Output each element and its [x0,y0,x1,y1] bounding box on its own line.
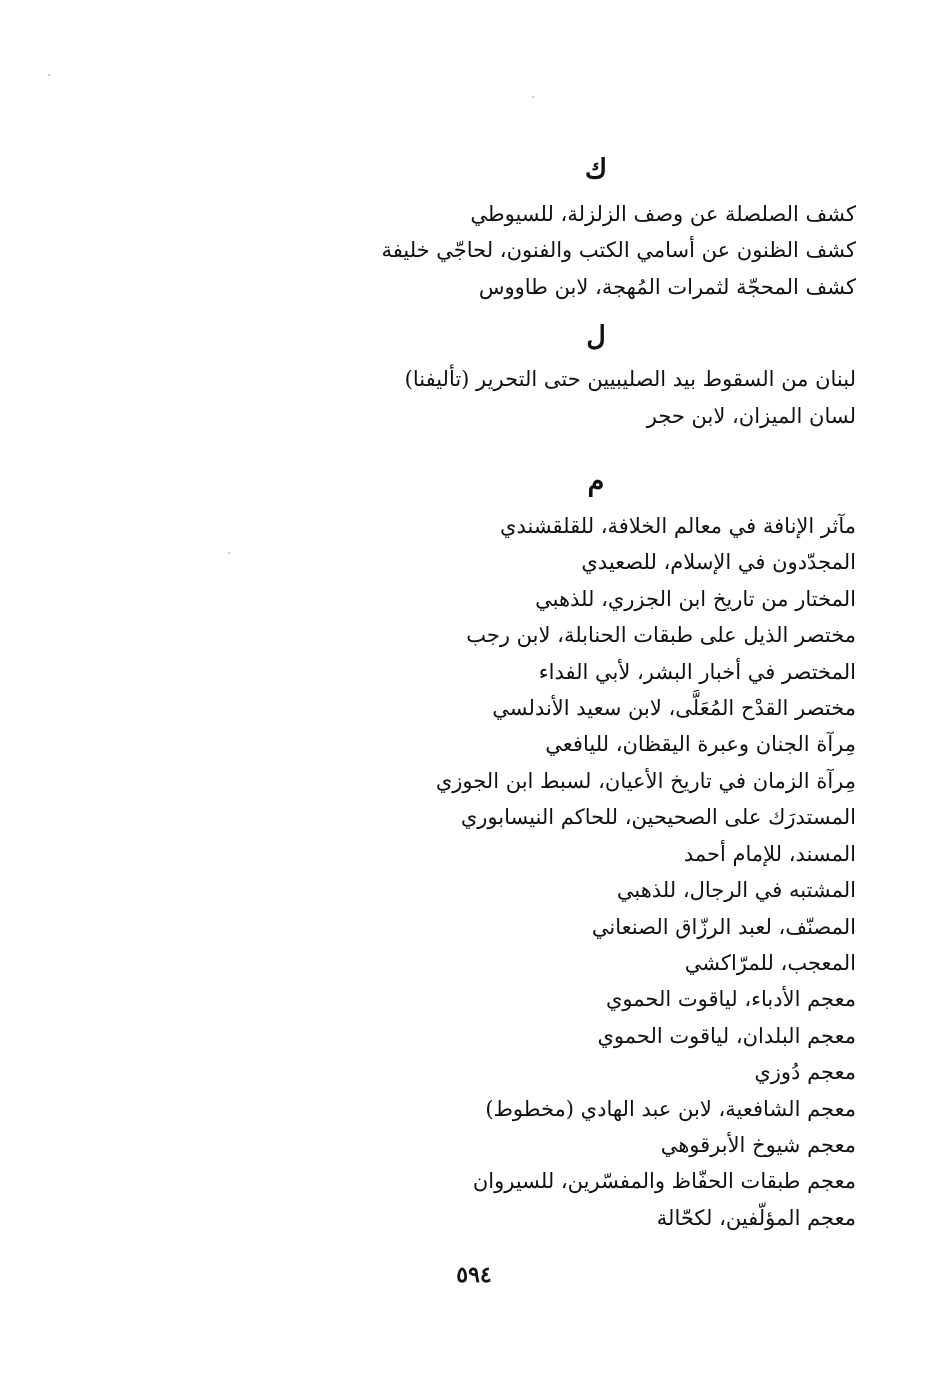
section-letter-kaf: ك [584,154,608,185]
section-kaf [336,150,856,305]
entries-list-lam [336,361,856,434]
section-letter-mim: م [587,466,605,498]
section-letter-lam: ل [586,321,606,353]
bibliography-entry: معجم الشافعية، لابن عبد الهادي (مخطوط) [485,1096,856,1121]
bibliography-entry: كشف المحجّة لثمرات المُهجة، لابن طاووس [478,274,856,299]
bibliography-entry: المختصر في أخبار البشر، لأبي الفداء [538,659,856,684]
bibliography-entry: المصنّف، لعبد الرزّاق الصنعاني [591,914,856,939]
bibliography-entry: مختصر القدْح المُعَلَّى، لابن سعيد الأندلسي [492,696,856,721]
scan-speck [532,96,534,98]
bibliography-entry: معجم الأدباء، لياقوت الحموي [605,987,856,1012]
bibliography-entry: كشف الظنون عن أسامي الكتب والفنون، لحاجّي خليفة [381,238,856,263]
bibliography-entry: مِرآة الزمان في تاريخ الأعيان، لسبط ابن الجوزي [435,768,856,793]
bibliography-entry: مآثر الإنافة في معالم الخلافة، للقلقشندي [500,514,856,539]
bibliography-entry: معجم دُوزي [754,1060,856,1085]
section-lam [336,317,856,434]
scan-speck [48,74,50,76]
bibliography-entry: لسان الميزان، لابن حجر [646,403,856,428]
bibliography-column [336,150,856,1236]
bibliography-entry: المختار من تاريخ ابن الجزري، للذهبي [535,586,856,611]
bibliography-entry: معجم المؤلّفين، لكحّالة [656,1205,856,1230]
bibliography-entry: المستدرَك على الصحيحين، للحاكم النيسابوري [460,805,856,830]
bibliography-entry: لبنان من السقوط بيد الصليبيين حتى التحرير (تأليفنا) [404,367,856,392]
bibliography-entry: المسند، للإمام أحمد [683,841,856,866]
bibliography-entry: معجم شيوخ الأبرقوهي [660,1132,856,1157]
bibliography-entry: المعجب، للمرّاكشي [684,950,856,975]
bibliography-entry: كشف الصلصلة عن وصف الزلزلة، للسيوطي [470,202,856,226]
bibliography-entry: مختصر الذيل على طبقات الحنابلة، لابن رجب [466,623,856,648]
bibliography-entry: مِرآة الجنان وعبرة اليقظان، لليافعي [545,732,856,757]
entries-list-mim [336,508,856,1236]
page-number: ٥٩٤ [456,1262,492,1288]
entries-list-kaf [336,196,856,305]
bibliography-entry: معجم طبقات الحفّاظ والمفسّرين، للسيروان [472,1169,856,1194]
scan-speck [228,552,230,554]
bibliography-entry: معجم البلدان، لياقوت الحموي [597,1023,856,1048]
section-mim [336,462,856,1236]
bibliography-entry: المشتبه في الرجال، للذهبي [616,878,856,903]
bibliography-entry: المجدّدون في الإسلام، للصعيدي [581,550,856,575]
